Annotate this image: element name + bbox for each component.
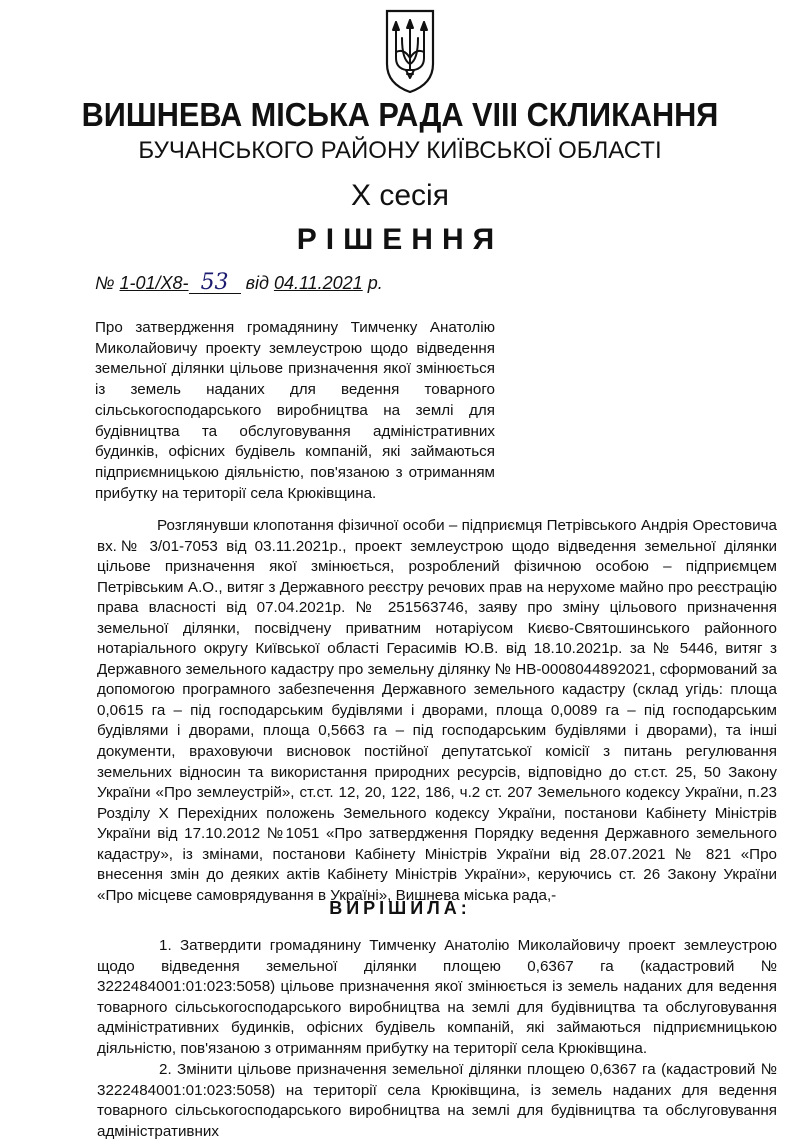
- document-number: 1-01/Х8-: [119, 273, 189, 293]
- date-from-label: від: [245, 273, 269, 293]
- session-label: Х сесія: [351, 179, 449, 212]
- document-date: 04.11.2021: [273, 273, 363, 293]
- decision-title: РІШЕННЯ: [296, 223, 504, 256]
- decision-subject: Про затвердження громадянину Тимченку Анатолію Миколайовичу проекту землеустрою щодо відведення земельної ділянки цільове призначення якої змінюється із земель наданих для ведення товарного сільськогосподарського виробництва на землі для будівництва та обслуговування адміністративних будинків, офісних будівель компаній, які займаються підприємницькою діяльністю, пов'язаною з отриманням прибутку на території села Крюківщина.: [95, 319, 495, 502]
- resolved-heading: ВИРІШИЛА:: [329, 898, 471, 918]
- handwritten-number: 53: [189, 273, 241, 294]
- decision-item-1: 1. Затвердити громадянину Тимченку Анатолію Миколайовичу проект землеустрою щодо відведення земельної ділянки площею 0,6367 га (кадастровий № 3222484001:01:023:5058) цільове призначення якої змінюється із земель наданих для ведення товарного сільськогосподарського виробництва на землі для будівництва та обслуговування адміністративних будинків, офісних будівель компаній, які займаються підприємницькою діяльністю, пов'язаною з отриманням прибутку на території села Крюківщина.: [97, 937, 777, 1057]
- decision-item-2: 2. Змінити цільове призначення земельної ділянки площею 0,6367 га (кадастровий № 3222484001:01:023:5058) на території села Крюківщина, із земель наданих для ведення товарного сільськогосподарського виробництва на землі для будівництва та обслуговування адміністративних: [97, 1061, 777, 1140]
- council-title: ВИШНЕВА МІСЬКА РАДА VIII СКЛИКАННЯ: [81, 96, 719, 133]
- document-number-line: [95, 270, 383, 295]
- preamble-paragraph: Розглянувши клопотання фізичної особи – підприємця Петрівського Андрія Орестовича вх.№ 3/01-7053 від 03.11.2021р., проект землеустрою щодо відведення земельної ділянки цільове призначення якої змінюється, розроблений фізичною особою – підприємцем Петрівським А.О., витяг з Державного реєстру речових прав на нерухоме майно про реєстрацію права власності від 07.04.2021р. № 251563746, заяву про зміну цільового призначення земельної ділянки, посвідчену приватним нотаріусом Києво-Святошинського районного нотаріального округу Київської області Герасимів Ю.В. від 18.10.2021р. за № 5446, витяг з Державного земельного кадастру про земельну ділянку № НВ-0008044892021, сформований за допомогою програмного забезпечення Державного земельного кадастру (склад угідь: площа 0,0615 га – під господарським будівлями і дворами, площа 0,0089 га – під господарським будівлями і дворами, площа 0,5663 га – під господарським будівлями і дворами), та інші документи, враховуючи висновок постійної депутатської комісії з питань регулювання земельних відносин та використання природних ресурсів, відповідно до ст.ст. 25, 50 Закону України «Про землеустрій», ст.ст. 12, 20, 122, 186, ч.2 ст. 207 Земельного кодексу України, п.23 Розділу Х Перехідних положень Земельного кодексу України, постанови Кабінету Міністрів України від 17.10.2012 №1051 «Про затвердження Порядку ведення Державного земельного кадастру», із змінами, постанови Кабінету Міністрів України від 28.07.2021 № 821 «Про внесення змін до деяких актів Кабінету Міністрів України», керуючись ст. 26 Закону України «Про місцеве самоврядування в Україні», Вишнева міська рада,-: [97, 517, 777, 904]
- date-suffix: р.: [367, 273, 383, 293]
- council-subtitle: БУЧАНСЬКОГО РАЙОНУ КИЇВСЬКОЇ ОБЛАСТІ: [138, 137, 662, 164]
- number-prefix: №: [95, 273, 115, 293]
- coat-of-arms-trident-icon: [384, 8, 436, 94]
